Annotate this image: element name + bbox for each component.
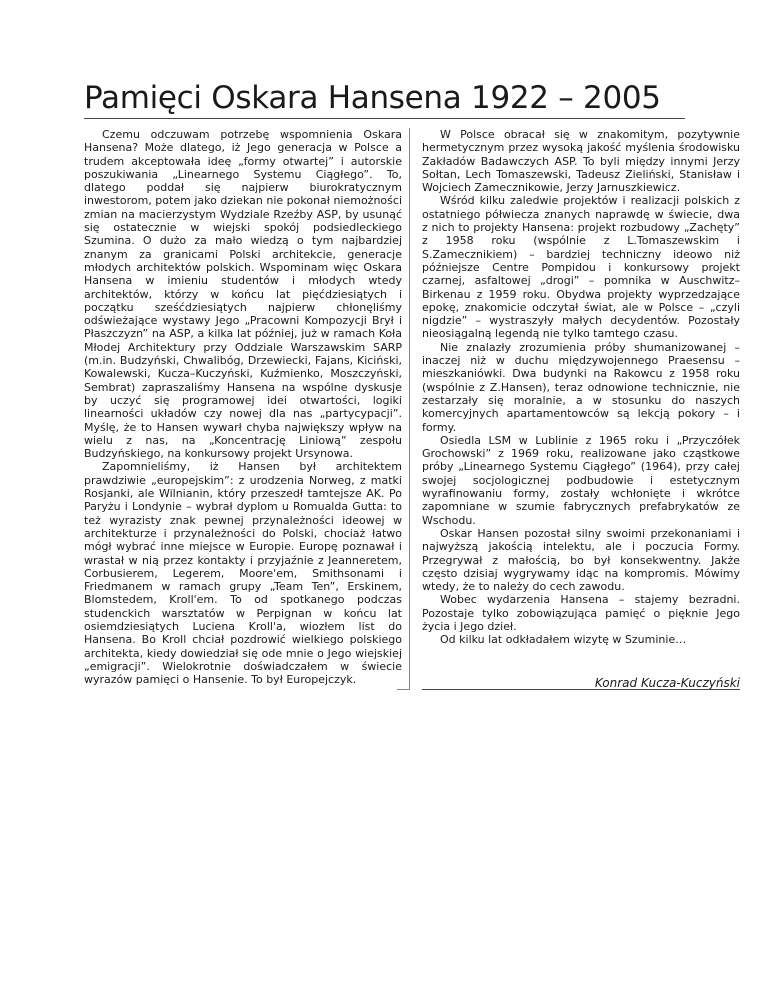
- signature-rule: [422, 689, 740, 690]
- paragraph: Wśród kilku zaledwie projektów i realizacji polskich z ostatniego półwiecza znanych naprawdę w świecie, dwa z nich to projekty Hansena: projekt rozbudowy „Zachęty” z 1958 roku (wspólnie z L.Tomaszewskim i S.Zamecznikiem) – bardziej techniczny ideowo niż późniejsze Centre Pompidou i konkursowy projekt czarnej, asfaltowej „drogi” – pomnika w Auschwitz–Birkenau z 1959 roku. Obydwa projekty wyprzedzające epokę, znakomicie odczytał świat, ale w Polsce – „czyli nigdzie” – wystraszyły małych decydentów. Pozostały nieosiągalną legendą nie tylko tamtego czasu.: [422, 194, 740, 341]
- paragraph: Czemu odczuwam potrzebę wspomnienia Oskara Hansena? Może dlatego, iż Jego generacja w Polsce a trudem akceptowała ideę „formy otwartej” i autorskie poszukiwania „Linearnego Systemu Ciągłego”. To, dlatego poddał się najpierw biurokratycznym inwestorom, potem jako dziekan nie pokonał niemożności zmian na macierzystym Wydziale Rzeźby ASP, by usunąć się ostatecznie w wiejski spokój podsiedleckiego Szumina. O dużo za mało wiedzą o tym najbardziej znanym za granicami Polski architekcie, generacje młodych architektów polskich. Wspominam więc Oskara Hansena w imieniu studentów i młodych wtedy architektów, którzy w końcu lat pięćdziesiątych i początku sześćdziesiątych najpierw chłonęliśmy odświeżające wystawy Jego „Pracowni Kompozycji Brył i Płaszczyzn” na ASP, a kilka lat później, już w ramach Koła Młodej Architektury przy Oddziale Warszawskim SARP (m.in. Budzyński, Chwalibóg, Drzewiecki, Fajans, Kiciński, Kowalewski, Kucza–Kuczyński, Kuźmienko, Moszczyński, Sembrat) zapraszaliśmy Hansena na wspólne dyskusje by uczyć się programowej idei otwartości, logiki linearności układów czy nowej dla nas „partycypacji”. Myślę, że to Hansen wywarł chyba największy wpływ na wielu z nas, na „Koncentrację Liniową” zespołu Budzyńskiego, na konkursowy projekt Ursynowa.: [84, 128, 402, 461]
- title-rule: [84, 118, 685, 119]
- paragraph: Oskar Hansen pozostał silny swoimi przekonaniami i najwyższą jakością intelektu, ale i poczucia Formy. Przegrywał z małością, bo był konsekwentny. Jakże często dzisiaj wygrywamy idąc na kompromis. Mówimy wtedy, że to należy do cech zawodu.: [422, 526, 740, 594]
- author-signature: Konrad Kucza-Kuczyński: [594, 676, 740, 690]
- column-divider-foot: [397, 689, 409, 690]
- article-title: Pamięci Oskara Hansena 1922 – 2005: [84, 80, 661, 116]
- right-column: [422, 128, 740, 647]
- paragraph: Nie znalazły zrozumienia próby shumanizowanej – inaczej niż w duchu międzywojennego Praesensu – mieszkaniówki. Dwa budynki na Rakowcu z 1958 roku (wspólnie z Z.Hansen), teraz odnowione technicznie, nie zestarzały się moralnie, a w stosunku do naszych komercyjnych apartamentowców są lekcją pokory – i formy.: [422, 340, 740, 434]
- paragraph: Osiedla LSM w Lublinie z 1965 roku i „Przyczółek Grochowski” z 1969 roku, realizowane jako cząstkowe próby „Linearnego Systemu Ciągłego” (1964), przy całej swojej socjologicznej podbudowie i estetycznym wyrafinowaniu formy, zostały wchłonięte i wkrótce zapomniane w szumie fabrycznych prefabrykatów ze Wschodu.: [422, 433, 740, 527]
- paragraph: W Polsce obracał się w znakomitym, pozytywnie hermetycznym przez wysoką jakość myślenia środowisku Zakładów Badawczych ASP. To byli między innymi Jerzy Sołtan, Lech Tomaszewski, Tadeusz Zieliński, Stanisław i Wojciech Zamecznikowie, Jerzy Jarnuszkiewicz.: [422, 128, 740, 195]
- paragraph: Od kilku lat odkładałem wizytę w Szuminie…: [440, 633, 687, 647]
- column-divider: [409, 128, 410, 690]
- left-column: [84, 128, 402, 686]
- paragraph: Zapomnieliśmy, iż Hansen był architektem prawdziwie „europejskim”: z urodzenia Norweg, z matki Rosjanki, ale Wilnianin, który przeszedł tamtejsze AK. Po Paryżu i Londynie – wybrał dyplom u Romualda Gutta: to też wyrazisty znak pewnej przynależności ideowej w architekturze i przynależności do Polski, chociaż łatwo mógł wybrać inne miejsce w Europie. Europę poznawał i wrastał w nią przez kontakty i przyjaźnie z Jeanneretem, Corbusierem, Legerem, Moore'em, Smithsonami i Friedmanem w ramach grupy „Team Ten”, Erskinem, Blomstedem, Kroll'em. To od spotkanego podczas studenckich warsztatów w Perpignan w końcu lat osiemdziesiątych Luciena Kroll'a, wiozłem list do Hansena. Bo Kroll chciał pozdrowić wielkiego polskiego architekta, kiedy dowiedział się ode mnie o Jego wiejskiej „emigracji”. Wielokrotnie doświadczałem w świecie wyrazów pamięci o Hansenie. To był Europejczyk.: [84, 460, 402, 687]
- paragraph: Wobec wydarzenia Hansena – stajemy bezradni. Pozostaje tylko zobowiązująca pamięć o pięknie Jego życia i Jego dzieł.: [422, 593, 740, 633]
